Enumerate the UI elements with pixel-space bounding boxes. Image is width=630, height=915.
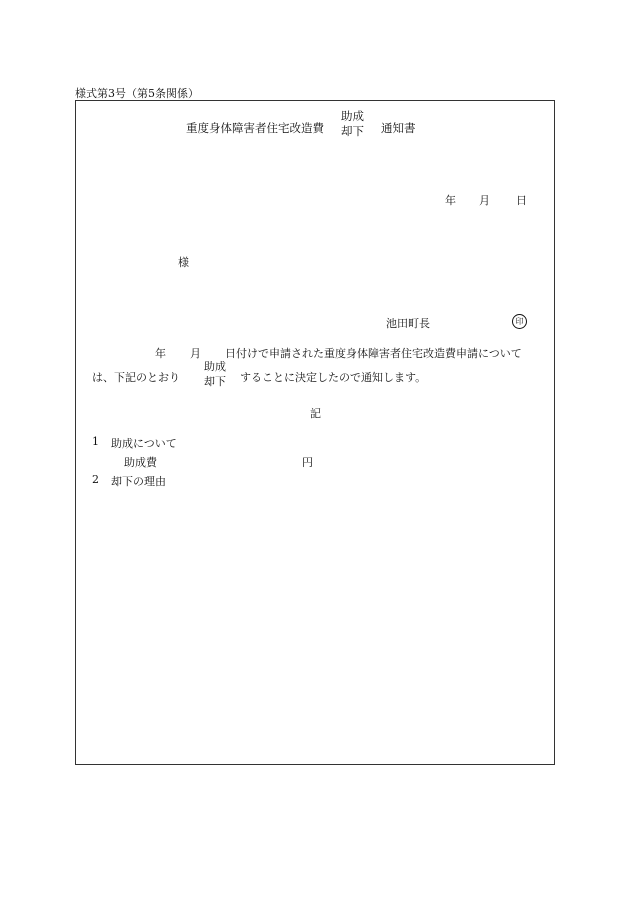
body-options (204, 359, 226, 389)
item-1-unit: 円 (302, 456, 313, 469)
item-1-sub-label: 助成費 (124, 456, 157, 469)
form-title-options (341, 109, 364, 139)
notification-form (75, 100, 555, 765)
ki-heading: 記 (310, 407, 321, 420)
issuer-title: 池田町長 (386, 317, 430, 330)
body-option-reject: 却下 (204, 375, 226, 388)
body-line2-suffix: することに決定したので通知します。 (240, 371, 427, 384)
item-1-number: 1 (92, 435, 99, 448)
item-2-label: 却下の理由 (111, 475, 166, 488)
date-day: 日 (516, 194, 527, 207)
item-2-number: 2 (92, 473, 99, 486)
body-option-grant: 助成 (204, 360, 226, 373)
title-option-reject: 却下 (341, 124, 364, 138)
body-line2-prefix: は、下記のとおり (92, 371, 180, 384)
form-title-suffix: 通知書 (381, 121, 416, 135)
title-option-grant: 助成 (341, 109, 364, 123)
body-line1-text: 日付けで申請された重度身体障害者住宅改造費申請について (225, 347, 522, 360)
form-title-main: 重度身体障害者住宅改造費 (186, 121, 324, 135)
addressee-suffix: 様 (178, 256, 189, 269)
date-month: 月 (479, 194, 490, 207)
form-number: 様式第3号（第5条関係） (75, 87, 199, 100)
item-1-label: 助成について (111, 437, 177, 450)
seal-mark: 印 (512, 314, 527, 329)
body-year: 年 (155, 347, 166, 360)
body-month: 月 (190, 347, 201, 360)
date-year: 年 (445, 194, 456, 207)
